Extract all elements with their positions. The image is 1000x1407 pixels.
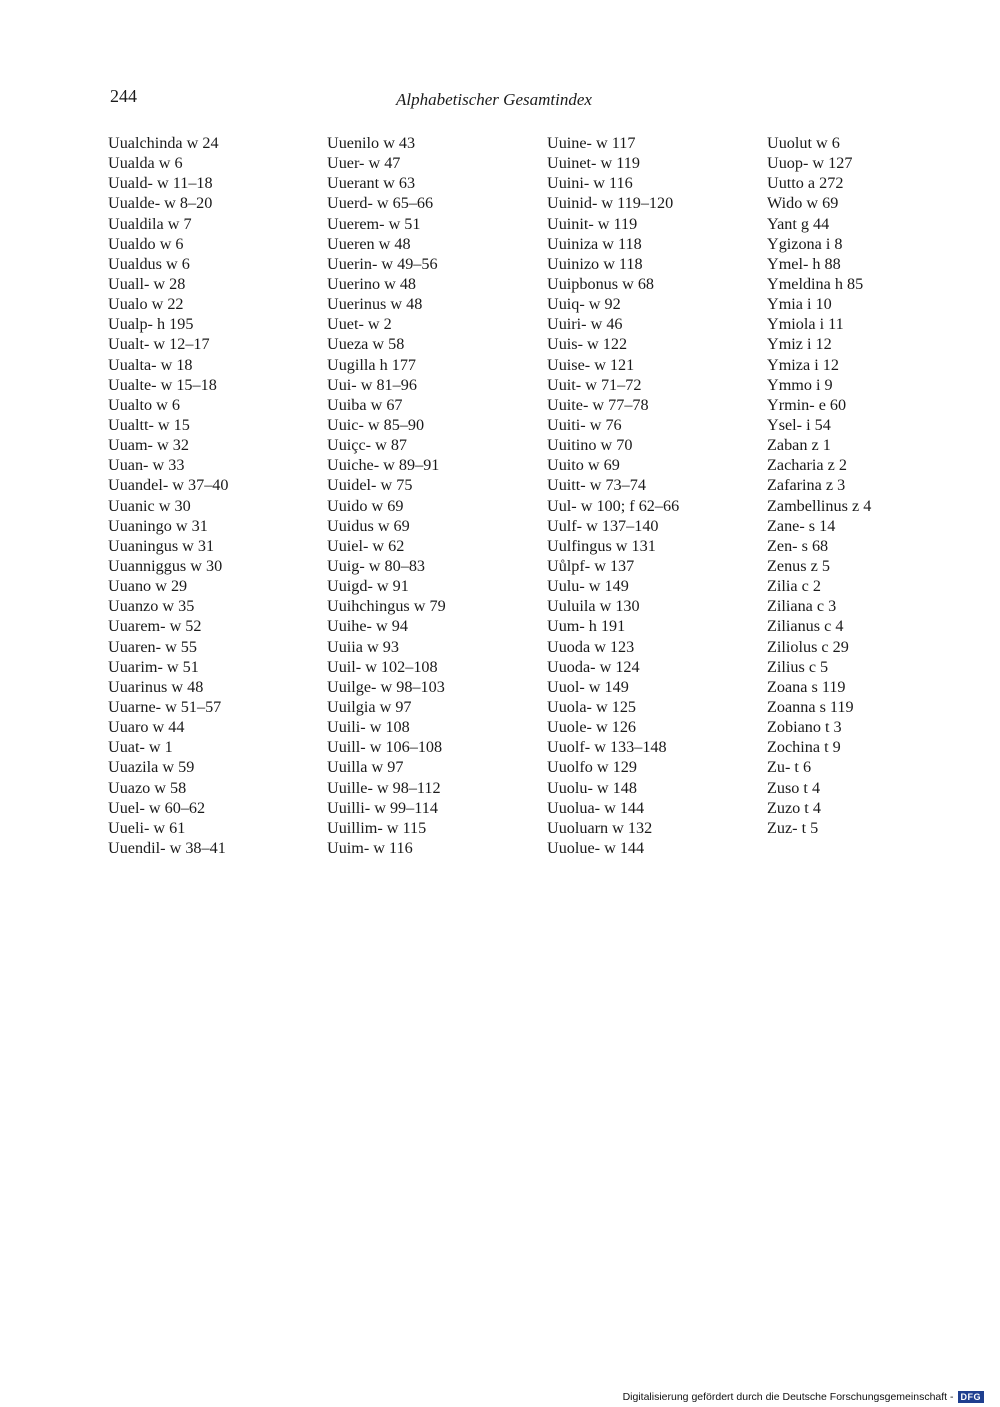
index-entry: Uuop- w 127 <box>767 154 853 173</box>
index-entry: Uugilla h 177 <box>327 355 417 374</box>
index-entry: Uuaningus w 31 <box>108 536 215 555</box>
index-entry: Uutto a 272 <box>767 174 844 193</box>
index-entry: Yant g 44 <box>767 214 830 233</box>
index-entry: Uuarim- w 51 <box>108 657 199 676</box>
digitization-footer <box>623 1391 984 1403</box>
index-entry: Uuanzo w 35 <box>108 597 195 616</box>
running-head: Alphabetischer Gesamtindex <box>396 90 592 109</box>
index-entry: Zafarina z 3 <box>767 476 846 495</box>
index-entry: Uuiçc- w 87 <box>327 436 408 455</box>
index-entry: Zu- t 6 <box>767 758 812 777</box>
index-entry: Uuitt- w 73–74 <box>547 476 646 495</box>
index-entry: Uuite- w 77–78 <box>547 395 649 414</box>
index-entry: Uuolf- w 133–148 <box>547 738 667 757</box>
index-entry: Uuig- w 80–83 <box>327 556 426 575</box>
index-entry: Uueza w 58 <box>327 335 405 354</box>
index-entry: Uuarne- w 51–57 <box>108 697 222 716</box>
index-entry: Uuel- w 60–62 <box>108 798 206 817</box>
index-entry: Uul- w 100; f 62–66 <box>547 496 680 515</box>
index-entry: Uuilla w 97 <box>327 758 404 777</box>
index-entry: Uuim- w 116 <box>327 838 413 857</box>
index-entry: Uuil- w 102–108 <box>327 657 438 676</box>
index-entry: Uuinet- w 119 <box>547 154 640 173</box>
index-entry: Ygizona i 8 <box>767 234 843 253</box>
index-entry: Uuilge- w 98–103 <box>327 677 445 696</box>
index-entry: Uuini- w 116 <box>547 174 633 193</box>
index-entry: Uueren w 48 <box>327 234 411 253</box>
index-entry: Zilia c 2 <box>767 577 821 596</box>
index-entry: Uuazo w 58 <box>108 778 187 797</box>
index-entry: Uuall- w 28 <box>108 274 186 293</box>
index-entry: Uuendil- w 38–41 <box>108 838 226 857</box>
index-entry: Uuarinus w 48 <box>108 677 204 696</box>
index-entry: Uuido w 69 <box>327 496 404 515</box>
index-entry: Uuiti- w 76 <box>547 415 622 434</box>
index-entry: Uuluila w 130 <box>547 597 640 616</box>
index-entry: Uuoluarn w 132 <box>547 818 653 837</box>
index-entry: Uulf- w 137–140 <box>547 516 659 535</box>
index-entry: Zenus z 5 <box>767 556 830 575</box>
index-entry: Uualto w 6 <box>108 395 180 414</box>
index-entry: Uuilgia w 97 <box>327 697 412 716</box>
index-entry: Uuili- w 108 <box>327 718 410 737</box>
index-entry: Uuanniggus w 30 <box>108 556 223 575</box>
index-entry: Uualtt- w 15 <box>108 415 190 434</box>
index-entry: Uuolfo w 129 <box>547 758 637 777</box>
index-entry: Uualda w 6 <box>108 154 183 173</box>
index-entry: Uuole- w 126 <box>547 718 637 737</box>
index-entry: Uuiel- w 62 <box>327 536 405 555</box>
index-entry: Uuilli- w 99–114 <box>327 798 438 817</box>
index-entry: Uůlpf- w 137 <box>547 556 635 575</box>
index-entry: Uuald- w 11–18 <box>108 174 213 193</box>
index-entry: Ymia i 10 <box>767 295 832 314</box>
index-entry: Uuerin- w 49–56 <box>327 254 438 273</box>
index-entry: Uuinizo w 118 <box>547 254 643 273</box>
index-entry: Uuiq- w 92 <box>547 295 621 314</box>
index-column-4 <box>767 133 871 838</box>
dfg-logo: DFG <box>958 1391 985 1403</box>
index-entry: Uuam- w 32 <box>108 436 189 455</box>
index-entry: Ysel- i 54 <box>767 415 831 434</box>
index-entry: Uulfingus w 131 <box>547 536 656 555</box>
index-entry: Uuanic w 30 <box>108 496 191 515</box>
index-entry: Zuso t 4 <box>767 778 821 797</box>
index-entry: Uuer- w 47 <box>327 154 401 173</box>
index-entry: Uuiniza w 118 <box>547 234 642 253</box>
index-entry: Ziliana c 3 <box>767 597 837 616</box>
index-entry: Ymiola i 11 <box>767 315 844 334</box>
index-entry: Uuat- w 1 <box>108 738 173 757</box>
index-entry: Ziliolus c 29 <box>767 637 849 656</box>
index-entry: Uulu- w 149 <box>547 577 629 596</box>
index-entry: Uualchinda w 24 <box>108 134 219 152</box>
index-column-2 <box>327 133 446 858</box>
index-entry: Uuolue- w 144 <box>547 838 645 857</box>
index-entry: Zuz- t 5 <box>767 818 819 837</box>
index-entry: Uuit- w 71–72 <box>547 375 642 394</box>
index-entry: Uualo w 22 <box>108 295 184 314</box>
index-entry: Zane- s 14 <box>767 516 836 535</box>
index-entry: Uuerinus w 48 <box>327 295 423 314</box>
index-entry: Uuigd- w 91 <box>327 577 409 596</box>
index-entry: Uuise- w 121 <box>547 355 635 374</box>
index-entry: Uuandel- w 37–40 <box>108 476 229 495</box>
index-entry: Zoana s 119 <box>767 677 846 696</box>
index-entry: Zaban z 1 <box>767 436 831 455</box>
index-entry: Uuolua- w 144 <box>547 798 645 817</box>
index-entry: Uuerd- w 65–66 <box>327 194 434 213</box>
index-entry: Zacharia z 2 <box>767 456 847 475</box>
index-entry: Uuola- w 125 <box>547 697 637 716</box>
index-entry: Uuine- w 117 <box>547 134 636 152</box>
index-entry: Uuihchingus w 79 <box>327 597 446 616</box>
index-entry: Uuerino w 48 <box>327 274 417 293</box>
index-entry: Uuaningo w 31 <box>108 516 208 535</box>
index-entry: Ymiza i 12 <box>767 355 839 374</box>
index-entry: Uueli- w 61 <box>108 818 186 837</box>
index-entry: Uualta- w 18 <box>108 355 193 374</box>
index-entry: Zuzo t 4 <box>767 798 821 817</box>
index-entry: Uuolut w 6 <box>767 134 840 152</box>
index-entry: Uui- w 81–96 <box>327 375 417 394</box>
index-entry: Uuiia w 93 <box>327 637 399 656</box>
index-entry: Ymmo i 9 <box>767 375 833 394</box>
index-entry: Uuiba w 67 <box>327 395 403 414</box>
index-entry: Uuihe- w 94 <box>327 617 408 636</box>
index-entry: Zochina t 9 <box>767 738 841 757</box>
index-entry: Zoanna s 119 <box>767 697 854 716</box>
index-column-1 <box>108 133 228 858</box>
index-entry: Uuarem- w 52 <box>108 617 202 636</box>
index-entry: Uuano w 29 <box>108 577 188 596</box>
index-entry: Zen- s 68 <box>767 536 829 555</box>
index-entry: Uuidel- w 75 <box>327 476 413 495</box>
index-entry: Uuidus w 69 <box>327 516 410 535</box>
index-entry: Uuenilo w 43 <box>327 134 416 152</box>
index-entry: Uuiche- w 89–91 <box>327 456 440 475</box>
index-entry: Uuaren- w 55 <box>108 637 197 656</box>
index-entry: Zilianus c 4 <box>767 617 844 636</box>
index-entry: Zilius c 5 <box>767 657 829 676</box>
index-entry: Uualte- w 15–18 <box>108 375 217 394</box>
index-entry: Uuerant w 63 <box>327 174 416 193</box>
index-entry: Uuoda- w 124 <box>547 657 640 676</box>
index-column-3 <box>547 133 679 858</box>
index-entry: Zambellinus z 4 <box>767 496 872 515</box>
index-entry: Uuaro w 44 <box>108 718 185 737</box>
index-entry: Uuipbonus w 68 <box>547 274 655 293</box>
index-entry: Uuan- w 33 <box>108 456 185 475</box>
index-entry: Uualde- w 8–20 <box>108 194 213 213</box>
footer-text: Digitalisierung gefördert durch die Deutsche Forschungsgemeinschaft - <box>622 1391 954 1403</box>
index-entry: Uuoda w 123 <box>547 637 635 656</box>
index-entry: Uuillim- w 115 <box>327 818 427 837</box>
index-entry: Uuerem- w 51 <box>327 214 421 233</box>
index-entry: Uuet- w 2 <box>327 315 392 334</box>
index-entry: Uuill- w 106–108 <box>327 738 443 757</box>
index-entry: Uum- h 191 <box>547 617 626 636</box>
index-entry: Uualt- w 12–17 <box>108 335 210 354</box>
index-entry: Ymiz i 12 <box>767 335 832 354</box>
index-entry: Uuille- w 98–112 <box>327 778 441 797</box>
index-entry: Uuiri- w 46 <box>547 315 623 334</box>
index-entry: Uuinid- w 119–120 <box>547 194 674 213</box>
index-entry: Uuol- w 149 <box>547 677 629 696</box>
page-number: 244 <box>110 86 137 106</box>
index-entry: Ymeldina h 85 <box>767 274 864 293</box>
index-entry: Uualdila w 7 <box>108 214 192 233</box>
index-entry: Ymel- h 88 <box>767 254 841 273</box>
index-entry: Uuis- w 122 <box>547 335 628 354</box>
index-entry: Uuolu- w 148 <box>547 778 637 797</box>
index-entry: Zobiano t 3 <box>767 718 842 737</box>
index-entry: Uuazila w 59 <box>108 758 195 777</box>
index-entry: Uuic- w 85–90 <box>327 415 425 434</box>
index-entry: Uuito w 69 <box>547 456 620 475</box>
index-entry: Uualdo w 6 <box>108 234 184 253</box>
index-entry: Uualdus w 6 <box>108 254 190 273</box>
index-entry: Uuitino w 70 <box>547 436 633 455</box>
index-entry: Uualp- h 195 <box>108 315 194 334</box>
index-entry: Wido w 69 <box>767 194 839 213</box>
index-entry: Uuinit- w 119 <box>547 214 638 233</box>
index-entry: Yrmin- e 60 <box>767 395 847 414</box>
